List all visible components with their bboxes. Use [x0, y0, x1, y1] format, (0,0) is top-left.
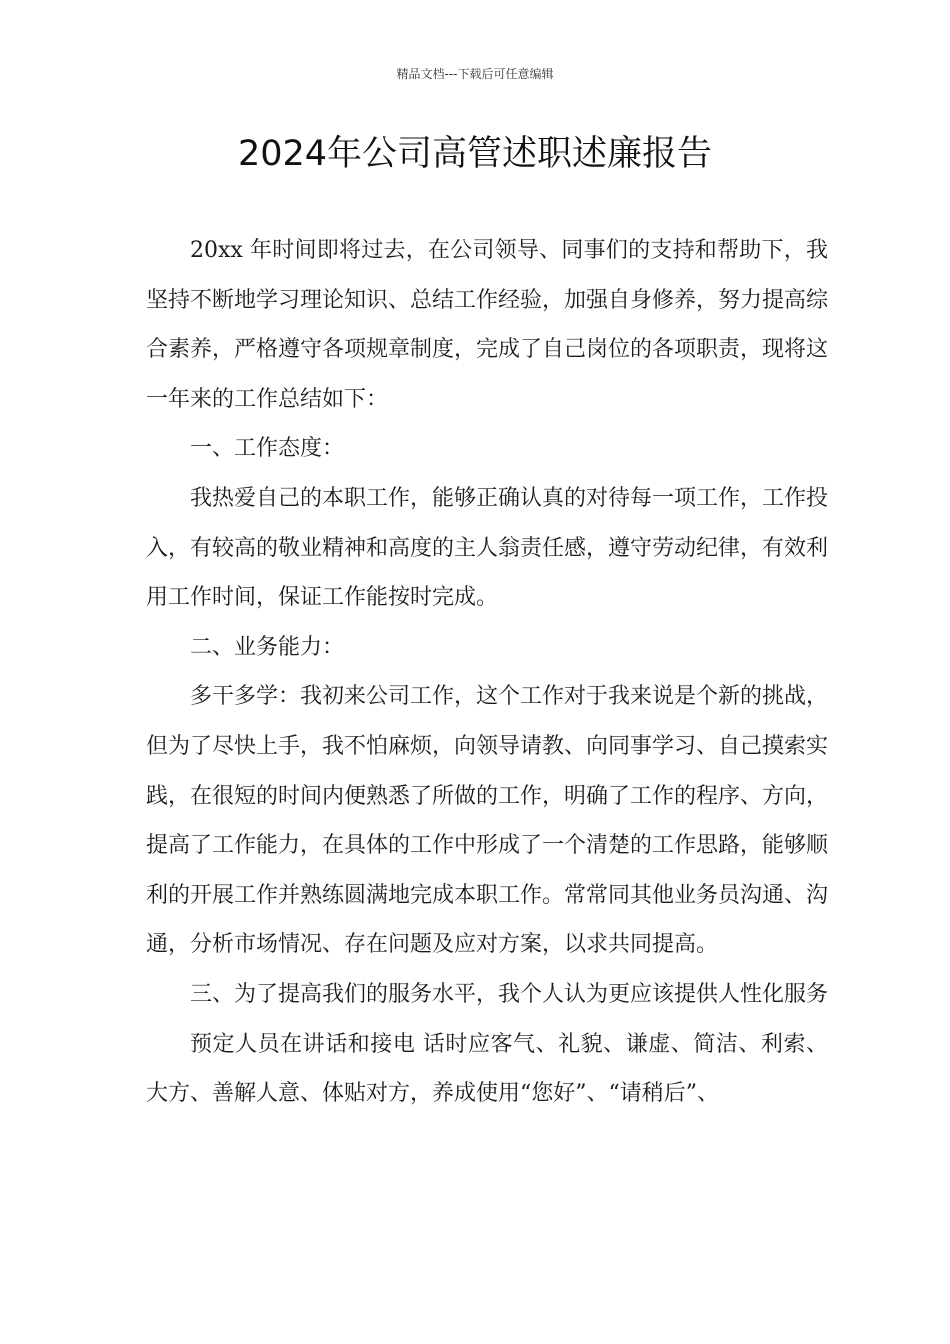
document-body: [146, 226, 828, 1119]
section-heading-work-attitude: 一、工作态度：: [190, 436, 345, 462]
paragraph-service-level: 预定人员在讲话和接电 话时应客气、礼貌、谦虚、简洁、利索、大方、善解人意、体贴对方，养成使用“您好”、“请稍后”、: [146, 1031, 828, 1107]
paragraph-intro: 20xx 年时间即将过去，在公司领导、同事们的支持和帮助下，我坚持不断地学习理论知识、总结工作经验，加强自身修养，努力提高综合素养，严格遵守各项规章制度，完成了自己岗位的各项职责，现将这一年来的工作总结如下：: [146, 238, 829, 412]
section-heading-service-level: 三、为了提高我们的服务水平，我个人认为更应该提供人性化服务: [190, 981, 829, 1007]
paragraph-work-attitude: 我热爱自己的本职工作，能够正确认真的对待每一项工作，工作投入，有较高的敬业精神和高度的主人翁责任感，遵守劳动纪律，有效利用工作时间，保证工作能按时完成。: [146, 485, 829, 611]
section-heading-business-ability: 二、业务能力：: [190, 634, 345, 660]
page-header: 精品文档---下载后可任意编辑: [396, 67, 554, 81]
paragraph-business-ability: 多干多学：我初来公司工作，这个工作对于我来说是个新的挑战，但为了尽快上手，我不怕麻烦，向领导请教、向同事学习、自己摸索实践，在很短的时间内便熟悉了所做的工作，明确了工作的程序、方向，提高了工作能力，在具体的工作中形成了一个清楚的工作思路，能够顺利的开展工作并熟练圆满地完成本职工作。常常同其他业务员沟通、沟通，分析市场情况、存在问题及应对方案，以求共同提高。: [146, 684, 829, 958]
document-title: 2024年公司高管述职述廉报告: [237, 134, 713, 174]
